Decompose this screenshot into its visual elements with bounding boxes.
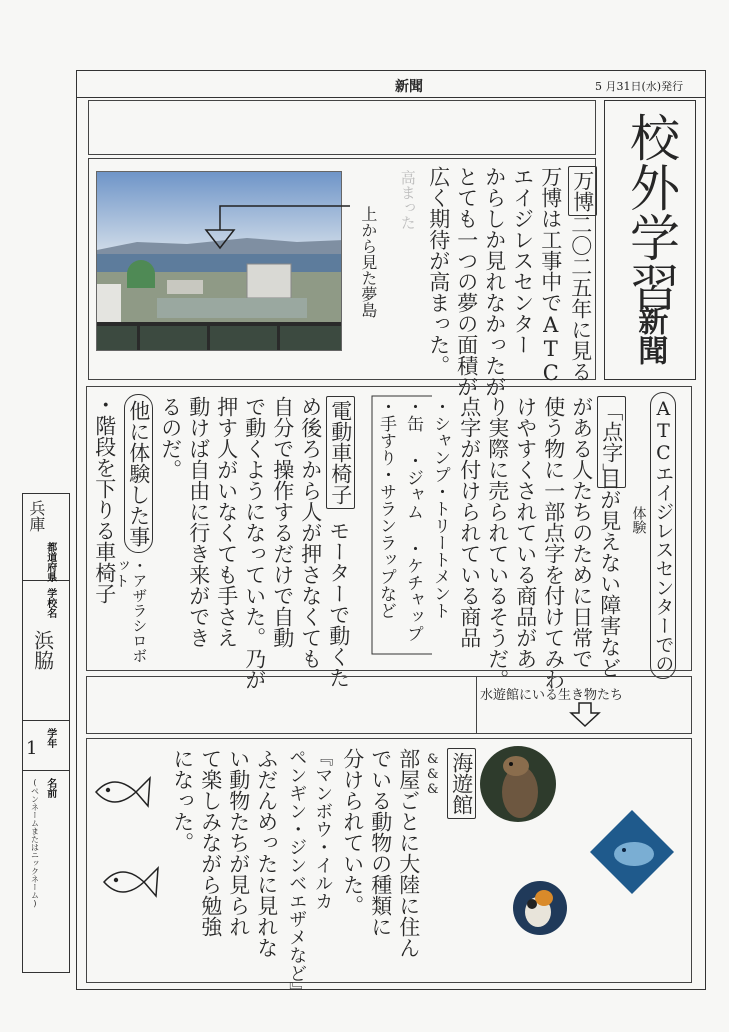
down-arrow-icon	[570, 703, 600, 727]
arrow-annotation	[200, 198, 350, 258]
prefecture-value: 兵庫	[26, 500, 46, 532]
school-value: 浜脇	[30, 630, 55, 670]
expo-line-4: からしか見れなかったが	[482, 166, 507, 397]
tenji-line-3: 使う物に一部点字を付けてみわ	[541, 396, 566, 690]
tenji-line-1: 目が見えない障害など	[597, 468, 622, 678]
aquarium-deco: &&&	[425, 752, 441, 797]
aquarium-line-2: でいる動物の種類に	[368, 748, 393, 937]
other-item-1: ・アザラシロボット	[112, 558, 149, 663]
expo-line-1: 二〇二五年に見る	[568, 214, 593, 382]
issue-date: 5 月31日(水)発行	[595, 80, 684, 93]
tenji-line-5: り実際に売られているそうだ。	[485, 396, 510, 690]
item-1: ・シャンプ・トリートメント	[430, 398, 451, 619]
aquarium-line-1: 部屋ごとに大陸に住ん	[396, 748, 421, 958]
otter-photo	[478, 744, 558, 824]
aquarium-line-7: い動物たちが見られ	[226, 748, 251, 937]
tenji-line-2: がある人たちのために日常で	[569, 396, 594, 669]
wheelchair-line-1: モーターで動くた	[326, 520, 351, 688]
other-item-2: ・階段を下りる車椅子	[92, 394, 117, 604]
penguin-photo	[512, 880, 568, 936]
wheelchair-label-box: 電動車椅子	[326, 396, 355, 509]
prefecture-label: 都道府県	[44, 542, 56, 582]
title-sub: 新聞	[632, 305, 668, 365]
atc-heading-label: ATCエイジレスセンターでの	[650, 392, 676, 679]
aquarium-heading	[447, 748, 476, 819]
expo-line-5: とても一つの夢の面積が	[454, 166, 479, 397]
other-label-box: 他に体験した事	[124, 394, 153, 553]
aquarium-line-8: て楽しみながら勉強	[198, 748, 223, 937]
wheelchair-line-2: め後ろから人が押さなくても	[298, 396, 323, 669]
tenji-line-4: けやすくされている商品があ	[513, 396, 538, 669]
expo-heading	[568, 166, 597, 216]
atc-heading	[650, 392, 676, 679]
wheelchair-line-7: るのだ。	[158, 396, 183, 480]
item-3: ・手すり・サランラップなど	[376, 398, 397, 619]
top-blank-box	[88, 100, 596, 155]
aquarium-line-3: 分けられていた。	[340, 748, 365, 916]
tenji-line-6: 点字が付けられている商品	[457, 396, 482, 648]
wheelchair-line-5: 押す人がいなくても手さえ	[214, 396, 239, 648]
fish-photo	[590, 810, 674, 894]
aquarium-line-5: ペンギン・ジンベエザメなど』	[286, 748, 308, 1000]
aquarium-banner: 水遊館にいる生き物たち	[480, 688, 624, 703]
photo-caption: 上から見た夢島	[358, 206, 378, 318]
aquarium-heading-label: 海遊館	[447, 748, 476, 819]
name-note: (ペンネームまたはニックネーム)	[30, 778, 40, 908]
aquarium-line-9: になった。	[170, 748, 195, 853]
wheelchair-line-3: 自分で操作するだけで自動	[270, 396, 295, 648]
tenji-label-box: 「点字」	[597, 396, 626, 488]
item-2: ・缶 ・ジャム ・ケチャップ	[403, 398, 424, 642]
grade-label: 学年	[44, 728, 56, 748]
expo-line-3: エイジレスセンター	[510, 166, 535, 355]
margin-note: 高まった	[398, 170, 417, 230]
aquarium-line-4: 『マンボウ・イルカ	[312, 748, 334, 910]
sidebar-divider	[22, 720, 70, 721]
expo-line-2: 万博は工事中でATC	[538, 166, 563, 385]
wheelchair-label	[326, 396, 355, 509]
aquarium-line-6: ふだんめったに見れな	[254, 748, 279, 958]
sidebar-divider	[22, 770, 70, 771]
wheelchair-line-4: で動くようになっていた。乃が	[242, 396, 267, 690]
expo-line-6: 広く期待が高まった。	[426, 166, 451, 376]
wheelchair-line-6: 動けば自由に行き来ができ	[186, 396, 211, 648]
expo-heading-label: 万博	[568, 166, 597, 216]
name-label: 名前	[44, 778, 56, 798]
paper-name: 新聞	[395, 79, 423, 95]
atc-heading-sub: 体験	[630, 506, 647, 534]
other-label	[124, 394, 153, 553]
grade-value: 1	[26, 738, 38, 759]
school-label: 学校名	[44, 588, 56, 618]
title-main: 校外学習	[622, 112, 680, 312]
fish-icon	[92, 772, 152, 812]
fish-icon	[100, 862, 160, 902]
